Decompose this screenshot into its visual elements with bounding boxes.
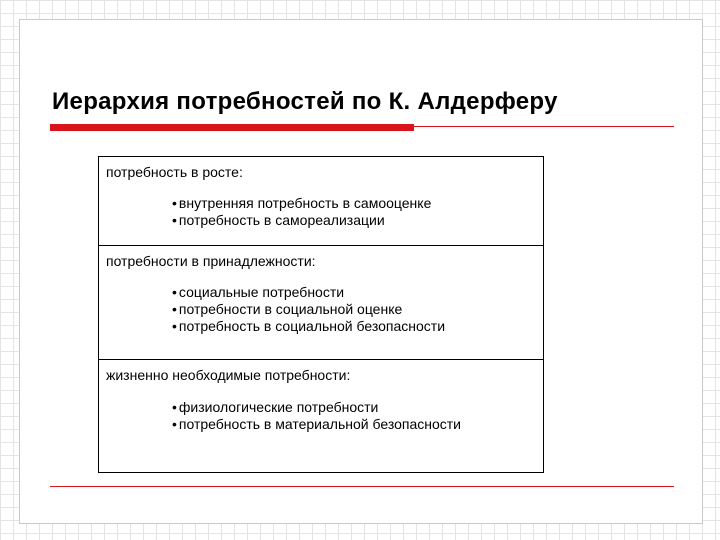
list-item: • потребность в социальной безопасности <box>172 318 445 335</box>
list-item: • физиологические потребности <box>172 399 461 416</box>
list-item: • внутренняя потребность в самооценке <box>172 195 431 212</box>
list-item: • потребности в социальной оценке <box>172 301 445 318</box>
list-item: • социальные потребности <box>172 284 445 301</box>
needs-hierarchy-table <box>98 156 544 473</box>
title-underline-thick <box>50 124 414 131</box>
list-item: • потребность в материальной безопасности <box>172 416 461 433</box>
box-title: жизненно необходимые потребности: <box>106 367 351 383</box>
list-item: • потребность в самореализации <box>172 212 431 229</box>
slide-title: Иерархия потребностей по К. Алдерферу <box>52 88 558 115</box>
needs-list <box>172 399 461 433</box>
needs-list <box>172 284 445 335</box>
needs-box-existence <box>99 360 543 472</box>
box-title: потребности в принадлежности: <box>106 253 316 269</box>
title-underline-thin <box>414 126 674 127</box>
needs-box-growth <box>99 157 543 246</box>
box-title: потребность в росте: <box>106 164 243 180</box>
needs-list <box>172 195 431 229</box>
needs-box-relatedness <box>99 246 543 360</box>
footer-rule <box>50 486 674 487</box>
